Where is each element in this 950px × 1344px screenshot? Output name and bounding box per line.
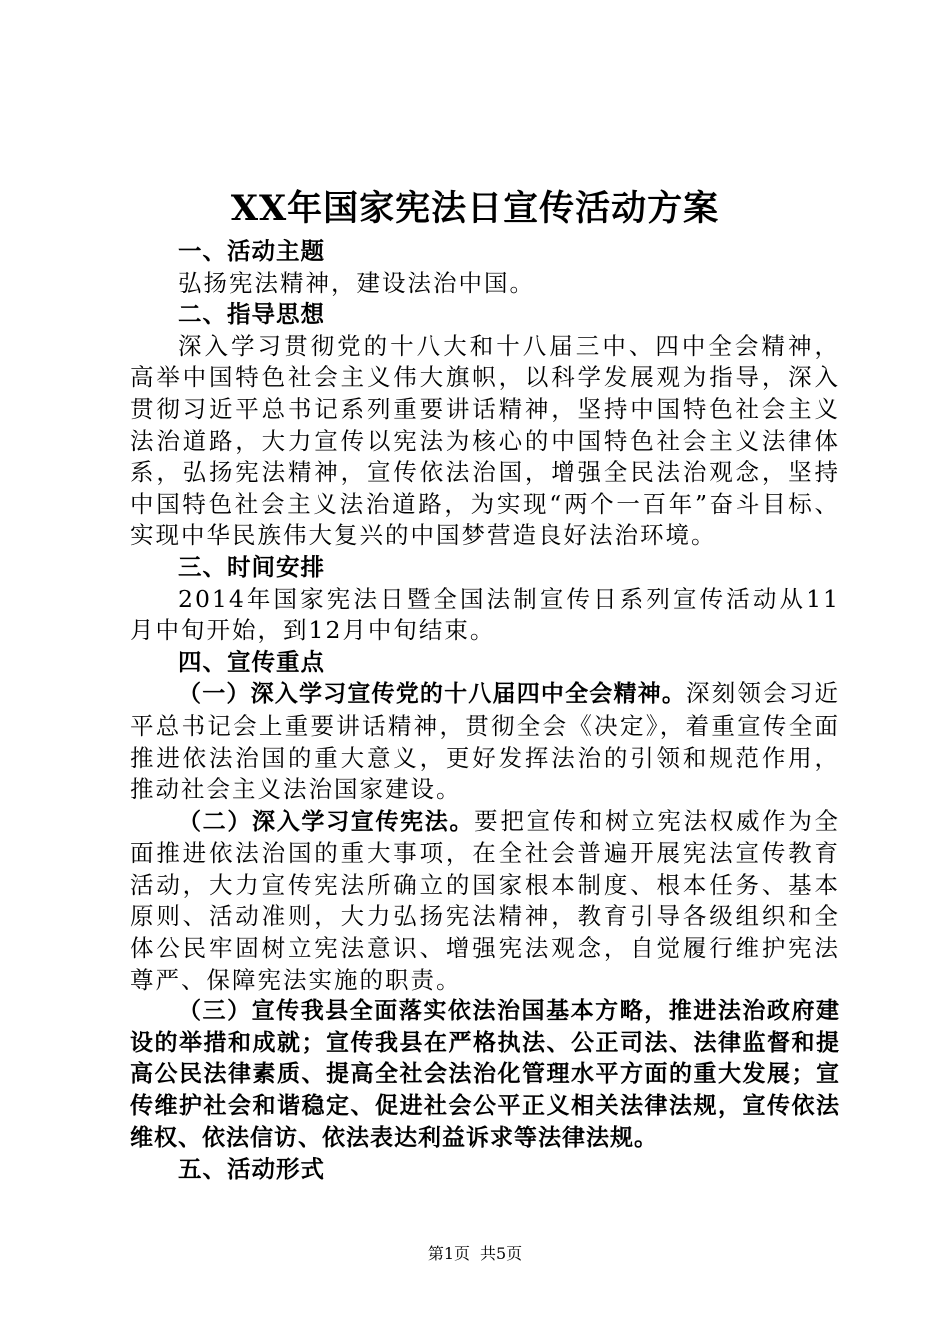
section-heading-theme: 一、活动主题 [178, 237, 325, 265]
paragraph-focus-2 [130, 806, 840, 997]
page-number: 第1页 [427, 1244, 470, 1263]
paragraph-schedule: 2014年国家宪法日暨全国法制宣传日系列宣传活动从11月中旬开始，到12月中旬结束。 [130, 584, 840, 645]
focus-1-lead: （一）深入学习宣传党的十八届四中全会精神。 [178, 681, 687, 708]
document-body [130, 236, 840, 1186]
paragraph-guide: 深入学习贯彻党的十八大和十八届三中、四中全会精神，高举中国特色社会主义伟大旗帜，以科学发展观为指导，深入贯彻习近平总书记系列重要讲话精神，坚持中国特色社会主义法治道路，大力宣传以宪法为核心的中国特色社会主义法律体系，弘扬宪法精神，宣传依法治国，增强全民法治观念，坚持中国特色社会主义法治道路，为实现“两个一百年”奋斗目标、实现中华民族伟大复兴的中国梦营造良好法治环境。 [130, 331, 840, 550]
section-heading-schedule: 三、时间安排 [178, 552, 325, 581]
document-title: XX年国家宪法日宣传活动方案 [230, 188, 720, 229]
paragraph-focus-1 [130, 678, 840, 805]
paragraph-focus-3: （三）宣传我县全面落实依法治国基本方略，推进法治政府建设的举措和成就；宣传我县在严格执法、公正司法、法律监督和提高公民法律素质、提高全社会法治化管理水平方面的重大发展；宣传维护社会和谐稳定、促进社会公平正义相关法律法规，宣传依法维权、依法信访、依法表达利益诉求等法律法规。 [130, 998, 840, 1151]
focus-2-text: 要把宣传和树立宪法权威作为全面推进依法治国的重大事项，在全社会普遍开展宪法宣传教育活动，大力宣传宪法所确立的国家根本制度、根本任务、基本原则、活动准则，大力弘扬宪法精神，教育引导各级组织和全体公民牢固树立宪法意识、增强宪法观念，自觉履行维护宪法尊严、保障宪法实施的职责。 [130, 806, 841, 994]
section-heading-form: 五、活动形式 [178, 1155, 325, 1184]
focus-1-text: 深刻领会习近平总书记会上重要讲话精神，贯彻全会《决定》，着重宣传全面推进依法治国的重大意义，更好发挥法治的引领和规范作用，推动社会主义法治国家建设。 [130, 679, 841, 804]
page-total: 共5页 [480, 1244, 523, 1263]
paragraph-theme: 弘扬宪法精神，建设法治中国。 [178, 268, 535, 297]
focus-2-lead: （二）深入学习宣传宪法。 [178, 808, 475, 835]
page-footer [0, 1242, 950, 1266]
section-heading-guide: 二、指导思想 [178, 300, 325, 329]
section-heading-focus: 四、宣传重点 [178, 647, 325, 676]
